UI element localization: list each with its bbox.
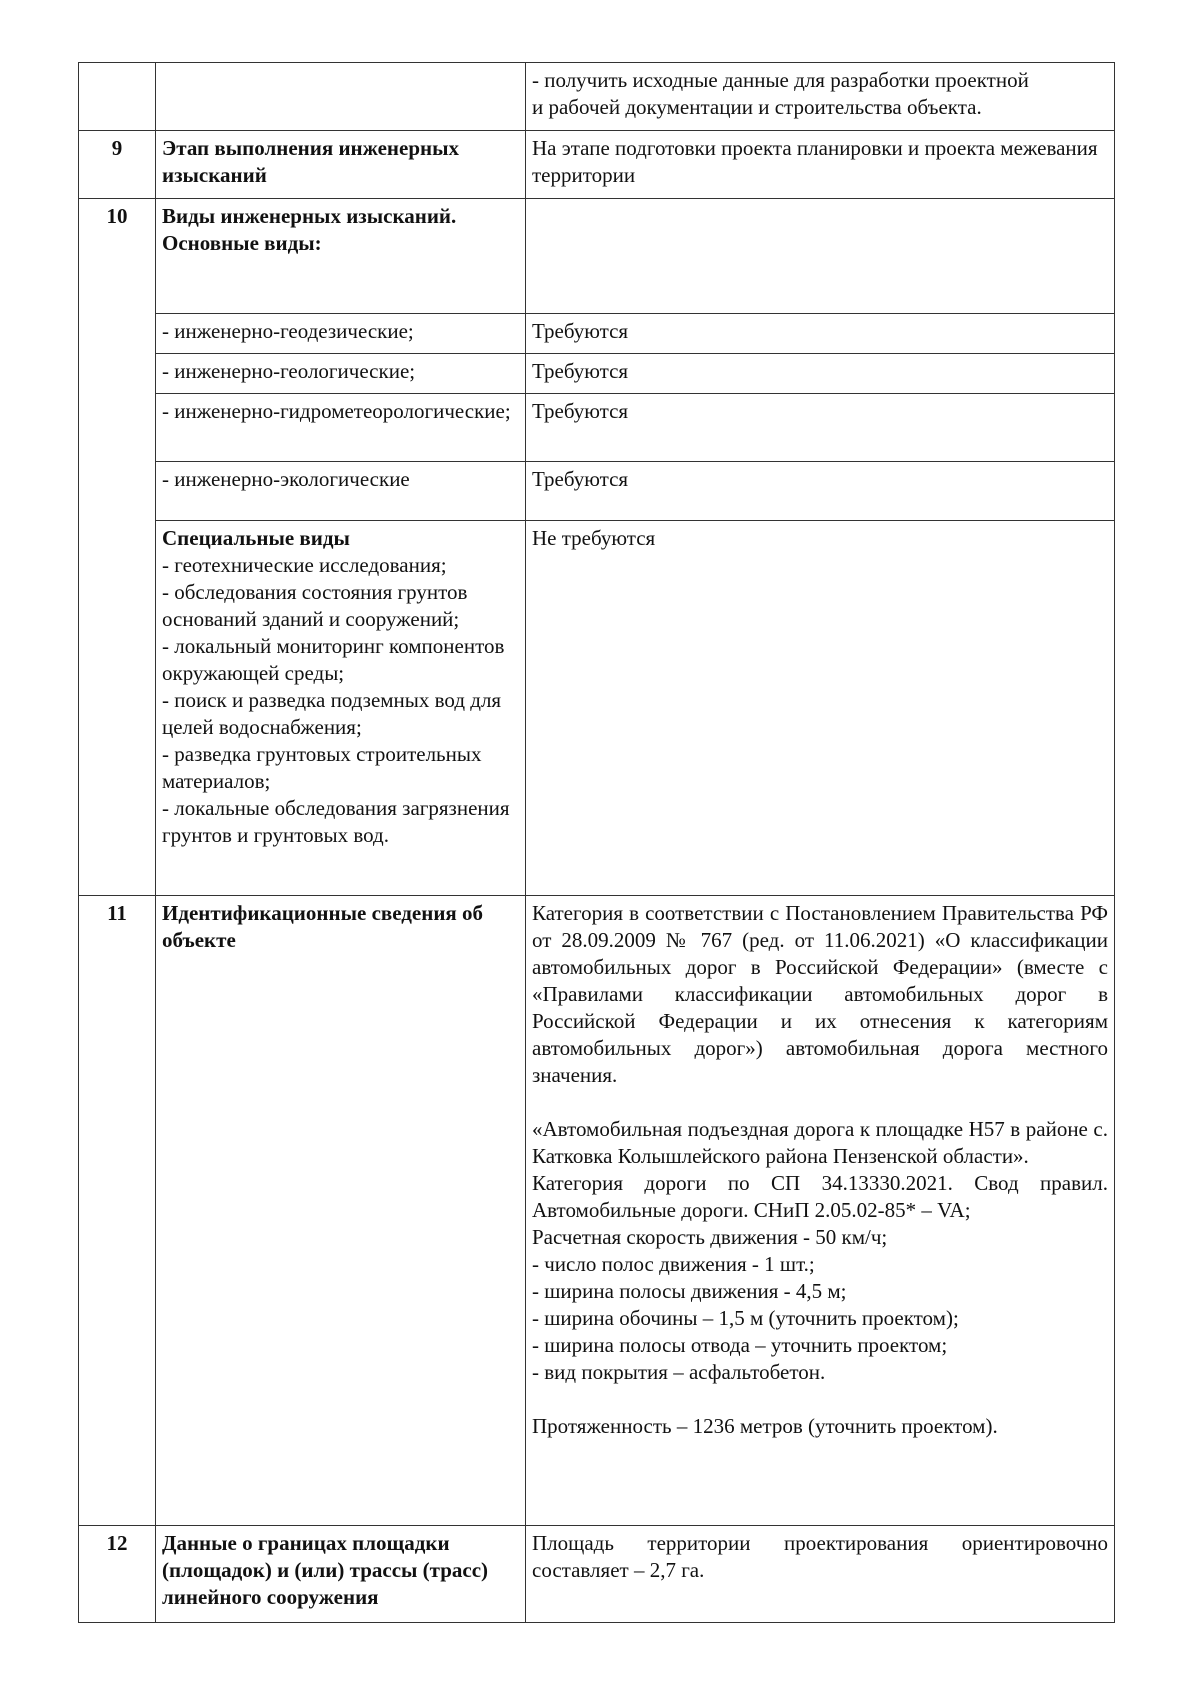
continuation-line: - получить исходные данные для разработки проектной xyxy=(532,68,1029,92)
row-number: 9 xyxy=(79,131,156,199)
special-survey-item: - локальные обследования загрязнения грунтов и грунтовых вод. xyxy=(162,796,510,847)
road-category-paragraph: Категория дороги по СП 34.13330.2021. Свод правил. Автомобильные дороги. СНиП 2.05.02-85* – VA; xyxy=(532,1171,1108,1222)
row-value-cell xyxy=(526,63,1115,131)
survey-type-label: - инженерно-гидрометеорологические; xyxy=(156,394,526,462)
road-parameter-line: - ширина обочины – 1,5 м (уточнить проектом); xyxy=(532,1306,959,1330)
survey-type-value: Требуются xyxy=(526,354,1115,394)
row-title: Этап выполнения инженерных изысканий xyxy=(156,131,526,199)
paragraph-gap xyxy=(532,1386,1108,1413)
requirements-table xyxy=(78,62,1115,1623)
row-number: 10 xyxy=(79,199,156,896)
special-survey-title: Специальные виды xyxy=(162,526,350,550)
road-parameter-line: - ширина полосы движения - 4,5 м; xyxy=(532,1279,847,1303)
survey-type-row xyxy=(79,314,1115,354)
road-parameter-line: - ширина полосы отвода – уточнить проектом; xyxy=(532,1333,948,1357)
row-value: Площадь территории проектирования ориентировочно составляет – 2,7 га. xyxy=(526,1526,1115,1623)
special-survey-list xyxy=(156,521,526,896)
survey-type-label: - инженерно-геологические; xyxy=(156,354,526,394)
table-row-12 xyxy=(79,1526,1115,1623)
survey-type-row xyxy=(79,462,1115,521)
survey-type-value: Требуются xyxy=(526,314,1115,354)
row-number-cell xyxy=(79,63,156,131)
road-parameter-line: Расчетная скорость движения - 50 км/ч; xyxy=(532,1225,888,1249)
row-number: 11 xyxy=(79,896,156,1526)
row-number: 12 xyxy=(79,1526,156,1623)
table-row-9 xyxy=(79,131,1115,199)
row-value xyxy=(526,199,1115,314)
row-value xyxy=(526,896,1115,1526)
row-title: Идентификационные сведения об объекте xyxy=(156,896,526,1526)
table-row-10 xyxy=(79,199,1115,314)
special-survey-row xyxy=(79,521,1115,896)
road-parameter-line: - вид покрытия – асфальтобетон. xyxy=(532,1360,826,1384)
row-title: Данные о границах площадки (площадок) и (или) трассы (трасс) линейного сооружения xyxy=(156,1526,526,1623)
survey-type-row xyxy=(79,354,1115,394)
table-row-continuation xyxy=(79,63,1115,131)
special-survey-value: Не требуются xyxy=(526,521,1115,896)
special-survey-item: - поиск и разведка подземных вод для целей водоснабжения; xyxy=(162,688,502,739)
special-survey-item: - разведка грунтовых строительных материалов; xyxy=(162,742,482,793)
road-length-line: Протяженность – 1236 метров (уточнить проектом). xyxy=(532,1414,998,1438)
special-survey-item: - обследования состояния грунтов оснований зданий и сооружений; xyxy=(162,580,468,631)
special-survey-item: - локальный мониторинг компонентов окружающей среды; xyxy=(162,634,505,685)
survey-type-value: Требуются xyxy=(526,394,1115,462)
table-row-11 xyxy=(79,896,1115,1526)
row-title-cell xyxy=(156,63,526,131)
special-survey-item: - геотехнические исследования; xyxy=(162,553,447,577)
paragraph-gap xyxy=(532,1089,1108,1116)
road-parameter-line: - число полос движения - 1 шт.; xyxy=(532,1252,815,1276)
continuation-line: и рабочей документации и строительства объекта. xyxy=(532,95,982,119)
survey-type-row xyxy=(79,394,1115,462)
survey-type-label: - инженерно-геодезические; xyxy=(156,314,526,354)
row-value: На этапе подготовки проекта планировки и проекта межевания территории xyxy=(526,131,1115,199)
row-title: Виды инженерных изысканий. Основные виды: xyxy=(156,199,526,314)
object-name-paragraph: «Автомобильная подъездная дорога к площадке Н57 в районе с. Катковка Колышлейского района Пензенской области». xyxy=(532,1117,1108,1168)
document-page xyxy=(78,62,1114,1623)
survey-type-label: - инженерно-экологические xyxy=(156,462,526,521)
survey-type-value: Требуются xyxy=(526,462,1115,521)
classification-paragraph: Категория в соответствии с Постановлением Правительства РФ от 28.09.2009 № 767 (ред. от 11.06.2021) «О классификации автомобильных дорог в Российской Федерации» (вместе с «Правилами классификации автомобильных дорог в Российской Федерации и их отнесения к категориям автомобильных дорог») автомобильная дорога местного значения. xyxy=(532,901,1108,1087)
